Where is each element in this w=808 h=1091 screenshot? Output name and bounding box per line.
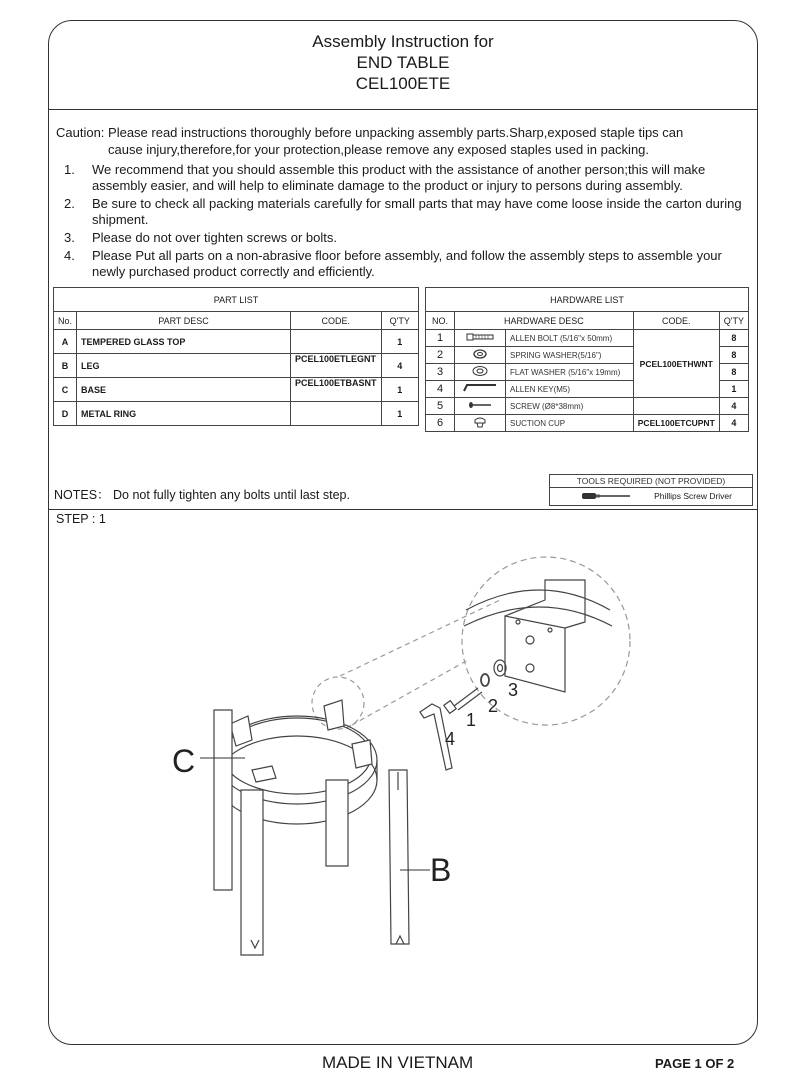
instruction-item: 4. Please Put all parts on a non-abrasive floor before assembly, and follow the assembly steps to assemble your newly purchased product correctly and efficiently.: [64, 248, 722, 279]
doc-title-line1: Assembly Instruction for: [312, 32, 494, 51]
instruction-item: 1. We recommend that you should assemble this product with the assistance of another person;this will make assembly easier, and will help to eliminate damage to the product or injury to persons during assembly.: [64, 162, 706, 193]
col-code: CODE.: [633, 312, 719, 330]
table-row: 4 ALLEN KEY(M5) 1: [426, 381, 749, 398]
col-desc: PART DESC: [77, 312, 291, 330]
col-no: NO.: [426, 312, 455, 330]
leg-loose: [389, 770, 409, 944]
callout-c: C: [172, 743, 196, 779]
table-row: 5 SCREW (Ø8*38mm) 4: [426, 398, 749, 415]
callout-4: 4: [445, 729, 456, 749]
leg-front-left: [214, 710, 232, 890]
callout-2: 2: [488, 696, 499, 716]
table-row: 6 SUCTION CUP PCEL100ETCUPNT 4: [426, 415, 749, 432]
caution-line2: cause injury,therefore,for your protection,please remove any exposed staples used in packing.: [108, 142, 650, 157]
col-desc: HARDWARE DESC: [455, 312, 634, 330]
col-no: No.: [54, 312, 77, 330]
hardware-code-1: PCEL100ETHWNT: [633, 330, 719, 398]
col-code: CODE.: [291, 312, 382, 330]
instruction-item: 3. Please do not over tighten screws or bolts.: [64, 230, 337, 245]
instruction-item: 2. Be sure to check all packing materials carefully for small parts that may have come loose inside the carton during shipment.: [64, 196, 742, 227]
made-in-label: MADE IN VIETNAM: [322, 1053, 474, 1072]
table-row: 3 FLAT WASHER (5/16"x 19mm) 8: [426, 364, 749, 381]
table-row: B LEG PCEL100ETLEGNT 4: [54, 354, 419, 378]
doc-title-product: END TABLE: [356, 53, 450, 72]
col-qty: Q'TY: [719, 312, 748, 330]
hardware-list-title: HARDWARE LIST: [426, 288, 749, 312]
page-number: PAGE 1 OF 2: [655, 1056, 735, 1071]
table-row: 2 SPRING WASHER(5/16") 8: [426, 347, 749, 364]
caution-line1: Caution: Please read instructions thoroughly before unpacking assembly parts.Sharp,exposed staple tips can: [56, 125, 684, 140]
tool-name: Phillips Screw Driver: [654, 491, 732, 501]
callout-3: 3: [508, 680, 519, 700]
leg-front: [241, 790, 263, 955]
callout-1: 1: [466, 710, 477, 730]
col-qty: Q'TY: [381, 312, 418, 330]
callout-b: B: [430, 852, 452, 888]
table-row: A TEMPERED GLASS TOP 1: [54, 330, 419, 354]
table-row: C BASE PCEL100ETBASNT 1: [54, 378, 419, 402]
leg-back: [326, 780, 348, 866]
part-list-title: PART LIST: [54, 288, 419, 312]
hardware-code-2: PCEL100ETCUPNT: [633, 415, 719, 432]
table-row: 1 ALLEN BOLT (5/16"x 50mm) PCEL100ETHWNT 8: [426, 330, 749, 347]
tools-title: TOOLS REQUIRED (NOT PROVIDED): [550, 475, 752, 488]
doc-title-model: CEL100ETE: [355, 74, 451, 93]
notes-text: NOTES： Do not fully tighten any bolts until last step.: [54, 488, 350, 502]
table-row: D METAL RING 1: [54, 402, 419, 426]
step-label: STEP : 1: [56, 512, 106, 526]
